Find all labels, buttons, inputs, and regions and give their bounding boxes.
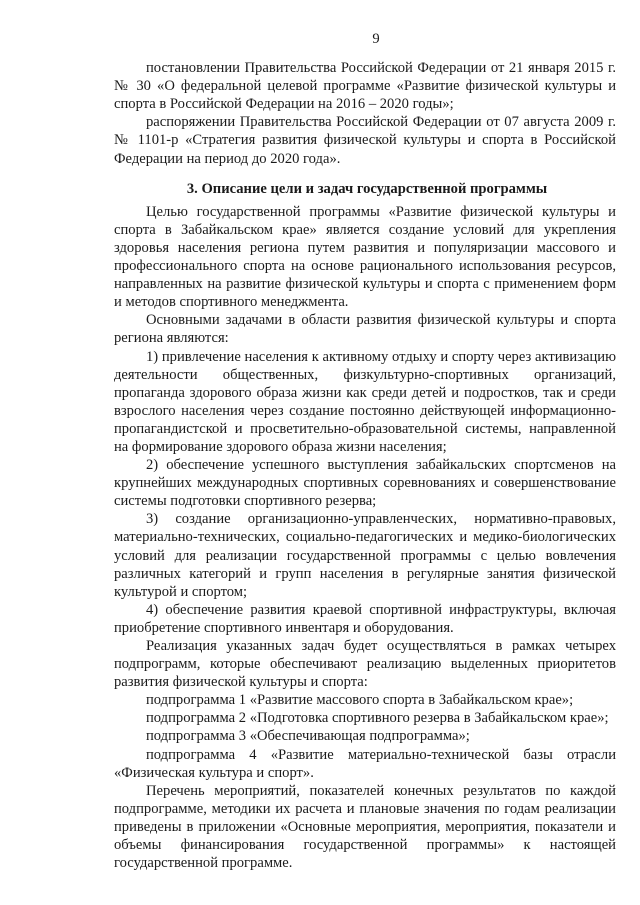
page-number: 9 xyxy=(372,31,380,47)
subprogram-item: подпрограмма 2 «Подготовка спортивного резерва в Забайкальском крае»; xyxy=(146,710,609,727)
task-item: 4) обеспечение развития краевой спортивной инфраструктуры, включая приобретение спортивного инвентаря и оборудования. xyxy=(114,601,616,636)
task-item: 3) создание организационно-управленческих, нормативно-правовых, материально-технических, социально-педагогических и медико-биологических условий для реализации государственной программы с целью вовлечения различных категорий и групп населения в регулярные занятия физической культурой и спортом; xyxy=(114,511,616,600)
subprogram-item: подпрограмма 1 «Развитие массового спорта в Забайкальском крае»; xyxy=(146,692,574,709)
reference-paragraph: постановлении Правительства Российской Федерации от 21 января 2015 г. № 30 «О федеральной целевой программе «Развитие физической культуры и спорта в Российской Федерации на 2016 – 2020 годы»; xyxy=(114,60,616,113)
section-heading: 3. Описание цели и задач государственной программы xyxy=(186,180,548,197)
task-item: 1) привлечение населения к активному отдыху и спорту через активизацию деятельности общественных, физкультурно-спортивных организаций, пропаганда здорового образа жизни как среди детей и подростков, так и среди взрослого населения через создание постоянно действующей информационно-пропагандистской и просветительно-образовательной системы, направленной на формирование здорового образа жизни населения; xyxy=(114,348,616,455)
reference-paragraph: распоряжении Правительства Российской Федерации от 07 августа 2009 г. № 1101-р «Стратегия развития физической культуры и спорта в Российской Федерации на период до 2020 года». xyxy=(114,114,616,167)
tasks-intro: Основными задачами в области развития физической культуры и спорта региона являются: xyxy=(114,312,616,347)
goal-paragraph: Целью государственной программы «Развитие физической культуры и спорта в Забайкальском крае» является создание условий для укрепления здоровья населения региона путем развития и популяризации массового и профессионального спорта на основе рационального использования ресурсов, направленных на развитие физической культуры и спорта с применением форм и методов спортивного менеджмента. xyxy=(114,203,616,311)
task-item: 2) обеспечение успешного выступления забайкальских спортсменов на крупнейших международных спортивных соревнованиях и совершенствование системы подготовки спортивного резерва; xyxy=(114,457,616,510)
closing-paragraph: Перечень мероприятий, показателей конечных результатов по каждой подпрограмме, методики их расчета и плановые значения по годам реализации приведены в приложении «Основные мероприятия, мероприятия, показатели и объемы финансирования государственной программы» к настоящей государственной программе. xyxy=(114,782,616,872)
subprogram-item: подпрограмма 4 «Развитие материально-технической базы отрасли «Физическая культура и спорт». xyxy=(114,746,616,781)
implementation-paragraph: Реализация указанных задач будет осуществляться в рамках четырех подпрограмм, которые обеспечивают реализацию выделенных приоритетов развития физической культуры и спорта: xyxy=(114,638,616,691)
subprogram-item: подпрограмма 3 «Обеспечивающая подпрограмма»; xyxy=(146,728,470,745)
